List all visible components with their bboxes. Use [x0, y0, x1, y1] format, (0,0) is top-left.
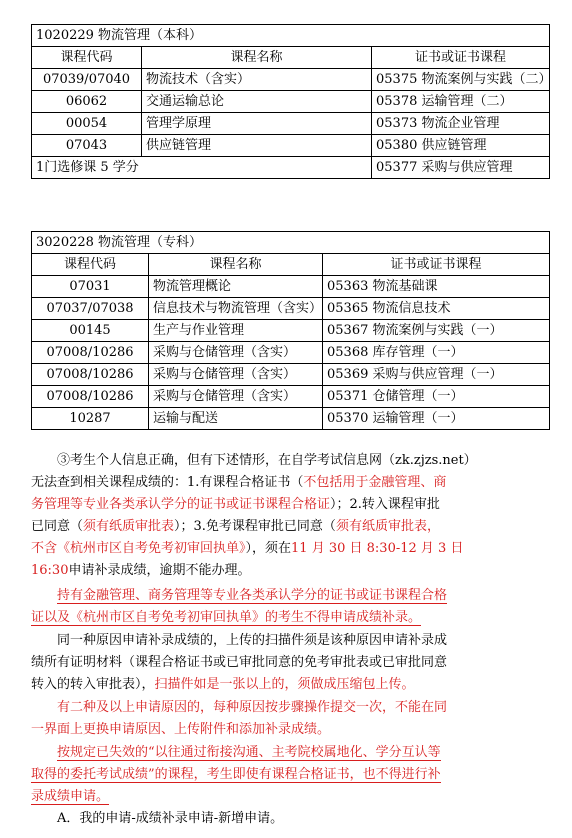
header-course-name: 课程名称 [142, 47, 372, 69]
warning-expired-scores [31, 742, 549, 808]
notice-line: ③考生个人信息正确，但有下述情形，在自学考试信息网（zk.zjzs.net） [57, 453, 477, 468]
text: ）；2.转入课程审批 [330, 497, 440, 512]
cell-code: 07008/10286 [32, 386, 149, 408]
notice-line [31, 560, 549, 582]
highlight-text: 不含《杭州市区自考免考初审回执单》 [31, 541, 246, 556]
table-row-elective [32, 157, 550, 179]
text: ）；3.免考课程审批已同意（ [174, 519, 336, 534]
warning-line [31, 742, 549, 764]
cell-code: 07039/07040 [32, 69, 142, 91]
header-course-code: 课程代码 [32, 254, 149, 276]
warning-multiple-reasons [31, 697, 549, 741]
underlined-text: 按规定已失效的“以往通过衔接沟通、主考院校属地化、学分互认等 [57, 745, 441, 760]
table-row [32, 135, 550, 157]
notice-paragraph-3 [31, 450, 549, 582]
deadline-text: 11 月 30 日 8:30-12 月 3 日 [291, 541, 464, 556]
cell-cert: 05368 库存管理（一） [323, 342, 550, 364]
cell-code: 10287 [32, 408, 149, 430]
cell-code: 06062 [32, 91, 142, 113]
cell-code: 07043 [32, 135, 142, 157]
warning-line: 有二种及以上申请原因的，每种原因按步骤操作提交一次，不能在同 [57, 700, 448, 715]
warning-line [31, 585, 549, 607]
notice-line [31, 516, 549, 538]
table-row [32, 342, 550, 364]
notice-paragraph-4 [31, 630, 549, 696]
cell-code: 07008/10286 [32, 364, 149, 386]
cell-code: 00054 [32, 113, 142, 135]
cell-code: 00145 [32, 320, 149, 342]
table-associate [31, 231, 550, 430]
cell-cert: 05369 采购与供应管理（一） [323, 364, 550, 386]
table-title: 1020229 物流管理（本科） [32, 25, 550, 47]
cell-cert: 05380 供应链管理 [372, 135, 550, 157]
table-row [32, 408, 550, 430]
table-row [32, 91, 550, 113]
text: 已同意（ [31, 519, 84, 534]
header-course-code: 课程代码 [32, 47, 142, 69]
notice-line [31, 472, 549, 494]
table-row [32, 386, 550, 408]
warning-line [31, 764, 549, 786]
highlight-text: 须有纸质审批表 [83, 519, 175, 534]
text: 申请补录成绩，逾期不能办理。 [68, 563, 251, 578]
step-text: A．我的申请-成绩补录申请-新增申请。 [57, 811, 284, 826]
notice-line: 同一种原因申请补录成绩的，上传的扫描件须是该种原因申请补录成 [57, 633, 448, 648]
cell-cert: 05378 运输管理（二） [372, 91, 550, 113]
cell-cert: 05371 仓储管理（一） [323, 386, 550, 408]
table-title: 3020228 物流管理（专科） [32, 232, 550, 254]
cell-name: 采购与仓储管理（含实） [149, 342, 323, 364]
deadline-text: 16:30 [31, 563, 69, 578]
cell-code: 07008/10286 [32, 342, 149, 364]
text: 无法查到相关课程成绩的：1.有课程合格证书（ [31, 475, 304, 490]
notice-line [31, 674, 549, 696]
cell-cert: 05367 物流案例与实践（一） [323, 320, 550, 342]
text: 转入的转入审批表）， [31, 677, 155, 692]
table-header-row [32, 47, 550, 69]
cell-name: 物流技术（含实） [142, 69, 372, 91]
underlined-text: 录成绩申请。 [31, 789, 110, 804]
step-a [31, 808, 549, 830]
cell-code: 07031 [32, 276, 149, 298]
warning-line [31, 786, 549, 808]
highlight-text: 务管理等专业各类承认学分的证书或证书课程合格证 [31, 497, 331, 512]
cell-cert: 05370 运输管理（一） [323, 408, 550, 430]
underlined-text: 证以及《杭州市区自考免考初审回执单》的考生不得申请成绩补录。 [31, 610, 422, 625]
highlight-text: 须有纸质审批表， [335, 519, 440, 534]
cell-name: 信息技术与物流管理（含实） [149, 298, 323, 320]
table-row [32, 320, 550, 342]
elective-note: 1门选修课 5 学分 [32, 157, 372, 179]
table-row [32, 276, 550, 298]
cell-name: 运输与配送 [149, 408, 323, 430]
notice-line: 绩所有证明材料（课程合格证书或已审批同意的免考审批表或已审批同意 [31, 655, 448, 670]
cell-name: 管理学原理 [142, 113, 372, 135]
underlined-text: 持有金融管理、商务管理等专业各类承认学分的证书或证书课程合格 [57, 588, 448, 603]
warning-line [31, 607, 549, 629]
table-row [32, 298, 550, 320]
cell-name: 供应链管理 [142, 135, 372, 157]
header-certificate: 证书或证书课程 [323, 254, 550, 276]
header-certificate: 证书或证书课程 [372, 47, 550, 69]
table-undergraduate [31, 24, 550, 179]
cell-cert: 05365 物流信息技术 [323, 298, 550, 320]
cell-name: 生产与作业管理 [149, 320, 323, 342]
warning-certificates [31, 585, 549, 629]
highlight-text: 扫描件如是一张以上的，须做成压缩包上传。 [154, 677, 415, 692]
notice-line [31, 538, 549, 560]
table-row [32, 69, 550, 91]
table-row [32, 364, 550, 386]
table-header-row [32, 254, 550, 276]
cell-name: 采购与仓储管理（含实） [149, 386, 323, 408]
cell-name: 采购与仓储管理（含实） [149, 364, 323, 386]
text: ），须在 [245, 541, 292, 556]
cell-name: 物流管理概论 [149, 276, 323, 298]
notice-line [31, 494, 549, 516]
header-course-name: 课程名称 [149, 254, 323, 276]
cell-cert: 05375 物流案例与实践（二） [372, 69, 550, 91]
cell-code: 07037/07038 [32, 298, 149, 320]
underlined-text: 取得的委托考试成绩”的课程，考生即使有课程合格证书，也不得进行补 [31, 767, 441, 782]
table-row [32, 113, 550, 135]
cell-name: 交通运输总论 [142, 91, 372, 113]
cell-cert: 05373 物流企业管理 [372, 113, 550, 135]
highlight-text: 不包括用于金融管理、商 [303, 475, 447, 490]
warning-line: 一界面上更换申请原因、上传附件和添加补录成绩。 [31, 722, 331, 737]
elective-cert: 05377 采购与供应管理 [372, 157, 550, 179]
cell-cert: 05363 物流基础课 [323, 276, 550, 298]
